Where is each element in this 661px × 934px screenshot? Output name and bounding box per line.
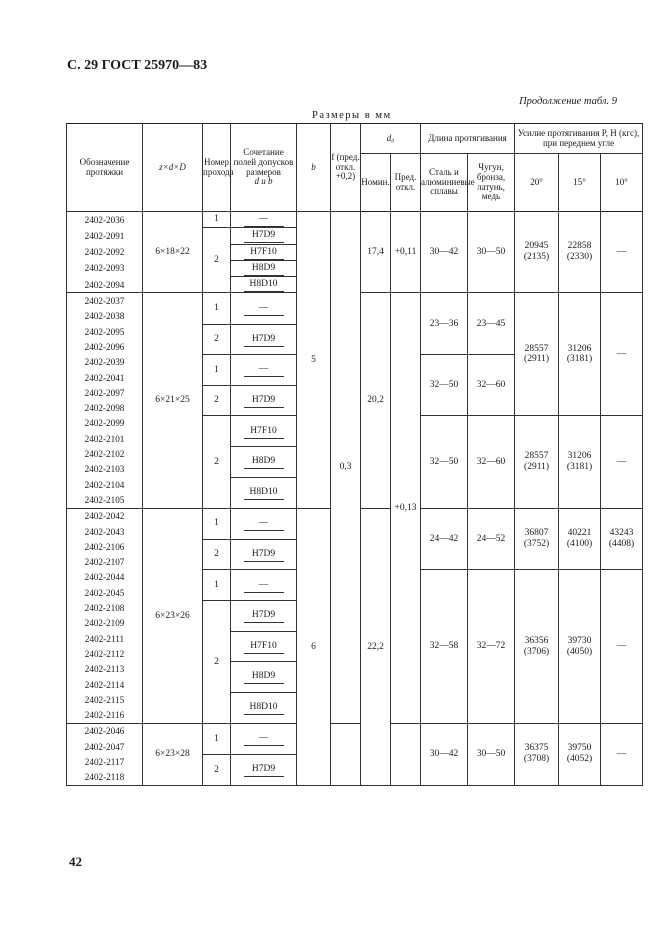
length-steel-cell: 24—42 <box>421 508 468 570</box>
size-cell: 6×23×26 <box>143 508 203 723</box>
fit-cell: H7D9 <box>231 600 297 631</box>
table-continuation-label: Продолжение табл. 9 <box>519 96 617 107</box>
fit-cell: — <box>231 293 297 324</box>
fit-cell: H7D9 <box>231 324 297 355</box>
fit-cell: — <box>231 355 297 386</box>
designation-cell: 2402-2104 <box>67 477 143 492</box>
designation-cell: 2402-2112 <box>67 646 143 661</box>
force-20-cell: 28557 (2911) <box>515 293 559 416</box>
fit-cell: — <box>231 570 297 601</box>
force-10-cell: — <box>601 212 643 293</box>
length-iron-cell: 30—50 <box>468 212 515 293</box>
col-length-iron: Чугун, бронза, латунь, медь <box>468 154 515 212</box>
fit-cell: — <box>231 508 297 539</box>
f-cell-empty <box>331 723 361 785</box>
col-d0: d₀ <box>361 124 421 154</box>
pass-cell: 2 <box>203 228 231 293</box>
force-10-cell: — <box>601 570 643 723</box>
fit-cell: H8D9 <box>231 446 297 477</box>
designation-cell: 2402-2093 <box>67 260 143 276</box>
d0-nominal-cell: 17,4 <box>361 212 391 293</box>
designation-cell: 2402-2045 <box>67 585 143 600</box>
designation-cell: 2402-2111 <box>67 631 143 646</box>
designation-cell: 2402-2116 <box>67 708 143 724</box>
col-b: b <box>297 124 331 212</box>
length-iron-cell: 30—50 <box>468 723 515 785</box>
col-fit-combination: Сочетание полей допусков размеров d и b <box>231 124 297 212</box>
fit-cell: H7F10 <box>231 631 297 662</box>
fit-cell: H7F10 <box>231 244 297 260</box>
force-10-cell: 43243 (4408) <box>601 508 643 570</box>
pass-cell: 1 <box>203 293 231 324</box>
length-steel-cell: 32—50 <box>421 355 468 416</box>
col-d0-deviation: Пред. откл. <box>391 154 421 212</box>
designation-cell: 2402-2041 <box>67 370 143 385</box>
f-cell: 0,3 <box>331 212 361 724</box>
designation-cell: 2402-2107 <box>67 555 143 570</box>
length-iron-cell: 23—45 <box>468 293 515 355</box>
force-15-cell: 31206 (3181) <box>559 293 601 416</box>
force-15-cell: 39730 (4050) <box>559 570 601 723</box>
col-designation: Обозначение протяжки <box>67 124 143 212</box>
designation-cell: 2402-2118 <box>67 770 143 786</box>
pass-cell: 1 <box>203 212 231 228</box>
force-15-cell: 39750 (4052) <box>559 723 601 785</box>
force-20-cell: 28557 (2911) <box>515 416 559 508</box>
fit-cell: H8D10 <box>231 477 297 508</box>
fit-cell: — <box>231 723 297 754</box>
fit-cell: H8D10 <box>231 692 297 723</box>
designation-cell: 2402-2096 <box>67 339 143 354</box>
length-iron-cell: 32—72 <box>468 570 515 723</box>
fit-cell: H7D9 <box>231 385 297 416</box>
units-caption: Размеры в мм <box>312 110 392 121</box>
fit-cell: H8D9 <box>231 662 297 693</box>
force-20-cell: 36375 (3708) <box>515 723 559 785</box>
force-15-cell: 22858 (2330) <box>559 212 601 293</box>
col-angle-15: 15° <box>559 154 601 212</box>
designation-cell: 2402-2113 <box>67 662 143 677</box>
fit-cell: H7D9 <box>231 754 297 785</box>
length-iron-cell: 24—52 <box>468 508 515 570</box>
force-10-cell: — <box>601 416 643 508</box>
force-10-cell: — <box>601 723 643 785</box>
fit-cell: H8D9 <box>231 260 297 276</box>
size-cell: 6×23×28 <box>143 723 203 785</box>
col-angle-10: 10° <box>601 154 643 212</box>
pass-cell: 1 <box>203 508 231 539</box>
col-pass-number: Номер прохода <box>203 124 231 212</box>
pass-cell: 1 <box>203 723 231 754</box>
length-iron-cell: 32—60 <box>468 355 515 416</box>
fit-cell: — <box>231 212 297 228</box>
force-20-cell: 36356 (3706) <box>515 570 559 723</box>
designation-cell: 2402-2117 <box>67 754 143 769</box>
col-fit-combination-vars: d и b <box>254 176 273 187</box>
designation-cell: 2402-2037 <box>67 293 143 309</box>
b-cell: 6 <box>297 508 331 785</box>
length-steel-cell: 32—58 <box>421 570 468 723</box>
pass-cell: 2 <box>203 539 231 570</box>
designation-cell: 2402-2047 <box>67 739 143 754</box>
fit-cell: H8D10 <box>231 277 297 293</box>
length-iron-cell: 32—60 <box>468 416 515 508</box>
designation-cell: 2402-2094 <box>67 277 143 293</box>
force-10-cell: — <box>601 293 643 416</box>
designation-cell: 2402-2105 <box>67 492 143 508</box>
col-f: f (пред. откл. +0,2) <box>331 124 361 212</box>
pass-cell: 1 <box>203 355 231 386</box>
designation-cell: 2402-2092 <box>67 244 143 260</box>
designation-cell: 2402-2102 <box>67 446 143 461</box>
fit-cell: H7F10 <box>231 416 297 447</box>
length-steel-cell: 32—50 <box>421 416 468 508</box>
d0-nominal-cell: 22,2 <box>361 508 391 785</box>
designation-cell: 2402-2095 <box>67 324 143 339</box>
force-15-cell: 40221 (4100) <box>559 508 601 570</box>
designation-cell: 2402-2099 <box>67 416 143 431</box>
designation-cell: 2402-2046 <box>67 723 143 739</box>
col-length: Длина протягивания <box>421 124 515 154</box>
designation-cell: 2402-2091 <box>67 228 143 244</box>
force-15-cell: 31206 (3181) <box>559 416 601 508</box>
col-angle-20: 20° <box>515 154 559 212</box>
designation-cell: 2402-2097 <box>67 385 143 400</box>
designation-cell: 2402-2098 <box>67 401 143 416</box>
designation-cell: 2402-2106 <box>67 539 143 554</box>
designation-cell: 2402-2109 <box>67 616 143 631</box>
length-steel-cell: 30—42 <box>421 212 468 293</box>
d0-nominal-cell: 20,2 <box>361 293 391 508</box>
size-cell: 6×21×25 <box>143 293 203 508</box>
designation-cell: 2402-2114 <box>67 677 143 692</box>
page-header: С. 29 ГОСТ 25970—83 <box>67 58 208 73</box>
designation-cell: 2402-2042 <box>67 508 143 524</box>
d0-deviation-cell-empty <box>391 723 421 785</box>
designation-cell: 2402-2103 <box>67 462 143 477</box>
fit-cell: H7D9 <box>231 539 297 570</box>
force-20-cell: 20945 (2135) <box>515 212 559 293</box>
pass-cell: 2 <box>203 324 231 355</box>
col-zdD: z×d×D <box>143 124 203 212</box>
d0-deviation-cell: +0,13 <box>391 293 421 723</box>
d0-deviation-cell: +0,11 <box>391 212 421 293</box>
size-cell: 6×18×22 <box>143 212 203 293</box>
page-number: 42 <box>69 854 82 869</box>
pass-cell: 1 <box>203 570 231 601</box>
designation-cell: 2402-2036 <box>67 212 143 228</box>
force-20-cell: 36807 (3752) <box>515 508 559 570</box>
length-steel-cell: 23—36 <box>421 293 468 355</box>
col-force: Усилие протягивания P, Н (кгс), при переднем угле <box>515 124 643 154</box>
col-d0-nominal: Номин. <box>361 154 391 212</box>
pass-cell: 2 <box>203 416 231 508</box>
b-cell: 5 <box>297 212 331 509</box>
designation-cell: 2402-2115 <box>67 692 143 707</box>
pass-cell: 2 <box>203 600 231 723</box>
designation-cell: 2402-2044 <box>67 570 143 585</box>
designation-cell: 2402-2039 <box>67 355 143 370</box>
designation-cell: 2402-2108 <box>67 600 143 615</box>
pass-cell: 2 <box>203 385 231 416</box>
broach-table <box>66 123 643 786</box>
designation-cell: 2402-2043 <box>67 524 143 539</box>
pass-cell: 2 <box>203 754 231 785</box>
length-steel-cell: 30—42 <box>421 723 468 785</box>
fit-cell: H7D9 <box>231 228 297 244</box>
designation-cell: 2402-2101 <box>67 431 143 446</box>
designation-cell: 2402-2038 <box>67 309 143 324</box>
col-length-steel: Сталь и алюминиевые сплавы <box>421 154 468 212</box>
